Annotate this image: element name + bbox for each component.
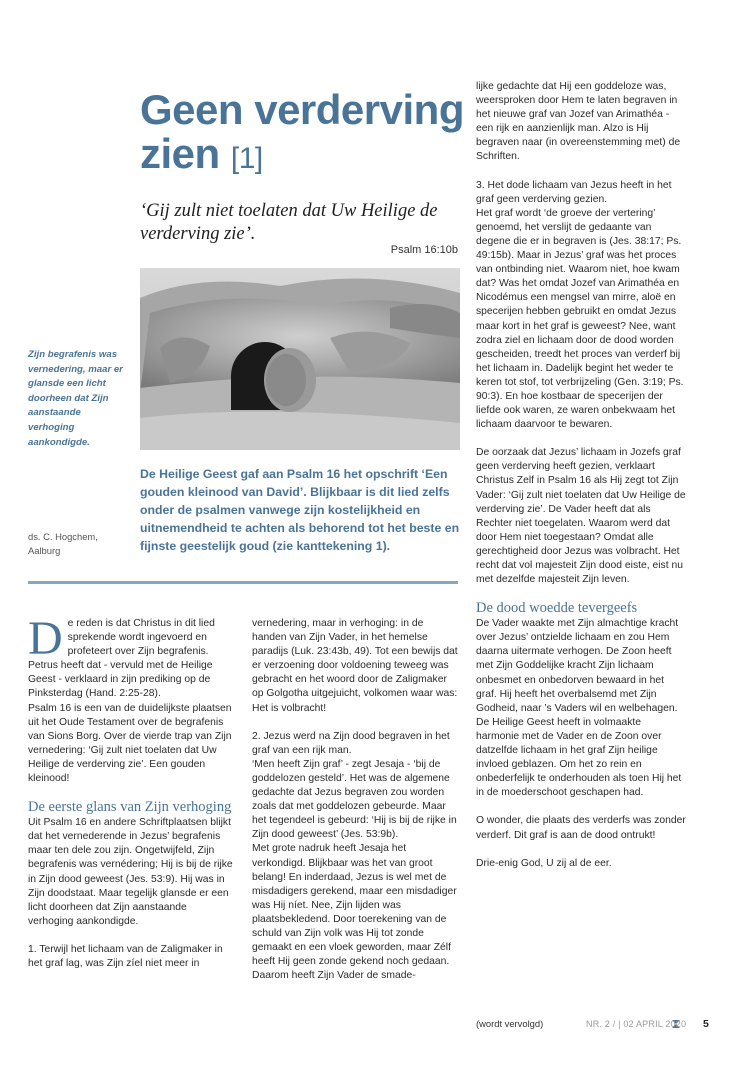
paragraph: De oorzaak dat Jezus’ lichaam in Jozefs graf geen verderving heeft gezien, verklaart Christus Zelf in Psalm 16 als Hij zegt tot Zijn Vader: ‘Gij zult niet toelaten dat Uw Heilige de verderving zie’. De Vader heeft dat als Rechter niet toegelaten. Waarom werd dat door Hem niet toegestaan? Omdat alle gerechtigheid door Jezus was volbracht. Het recht dat vol majesteit Zijn dood eiste, eist nu met dezelfde majesteit Zijn leven. <box>476 447 686 586</box>
paragraph: De Vader waakte met Zijn almachtige kracht over Jezus’ ontzielde lichaam en zou Hem daarna uitermate verhogen. De Zoon heeft met Zijn Goddelijke kracht Zijn lichaam onbesmet en onbedorven bewaard in het graf. Hij heeft het overbalsemd met Zijn Godheid, naar ’s Vaders wil en welbehagen. <box>476 618 679 714</box>
article-title <box>140 88 470 181</box>
section-divider <box>28 581 458 584</box>
title-text: Geen verderving zien <box>140 86 464 177</box>
paragraph: 2. Jezus werd na Zijn dood begraven in het graf van een rijk man. <box>252 730 450 756</box>
subheading-dood-woedde: De dood woedde tevergeefs <box>476 600 638 617</box>
paragraph: De Heilige Geest heeft in volmaakte harmonie met de Vader en de Zoon over datzelfde lichaam in het graf Zijn heilige invloed geblazen. Om het zo rein en onbederfelijk te onderhouden als toen Hij het in de moederschoot geschapen had. <box>476 716 682 799</box>
paragraph: 1. Terwijl het lichaam van de Zaligmaker in het graf lag, was Zijn zíel niet meer in <box>28 943 223 969</box>
text-column-3 <box>476 80 686 871</box>
subheading-eerste-glans: De eerste glans van Zijn verhoging <box>28 799 232 816</box>
issue-footer: NR. 2 / | 02 APRIL 2020 <box>586 1019 687 1029</box>
text-column-2 <box>252 617 460 983</box>
paragraph: Het graf wordt ‘de groeve der vertering’ genoemd, het verslijt de gedaante van degene die er in begraven is (Jes. 38:17; Ps. 49:15b). Maar in Jezus’ graf was het proces van ontbinding niet. Waarom niet, hoe kwam dat? Was het omdat Jozef van Arimathéa en Nicodémus een mengsel van mirre, aloë en specerijen hebben gebruikt en omdat Jezus maar kort in het graf is geweest? Nee, want zodra ziel en lichaam door de dood worden gescheiden, treedt het proces van verderf bij het lichaam in. Dadelijk begint het weder te keren tot stof, tot verbrijzeling (Gen. 3:19; Ps. 90:3). En hoe kostbaar de specerijen der liefde ook waren, ze waren onbekwaam het lichaam daarvoor te bewaren. <box>476 207 684 431</box>
paragraph: Uit Psalm 16 en andere Schriftplaatsen blijkt dat het vernederende in Jezus’ begrafenis maar ten dele zou zijn. Ongetwijfeld, Zijn begrafenis was vernédering; Hij is bij de rijke in Zijn dood geweest (Jes. 53:9). Hij was in Zijn doodstaat. Maar tegelijk glansde er een licht doorheen dat Zijn aanstaande verhoging aankondigde. <box>28 817 233 927</box>
paragraph: Psalm 16 is een van de duidelijkste plaatsen uit het Oude Testament over de begrafenis van Sions Borg. Over de vierde trap van Zijn vernedering: ‘Gij zult niet toelaten dat Uw Heilige de verderving zie’. Een gouden kleinood! <box>28 702 232 785</box>
epigraph-quote: ‘Gij zult niet toelaten dat Uw Heilige de verderving zie’. <box>140 201 438 244</box>
paragraph: 3. Het dode lichaam van Jezus heeft in het graf geen verderving gezien. <box>476 179 672 205</box>
to-be-continued: (wordt vervolgd) <box>476 1018 544 1029</box>
author-name: ds. C. Hogchem, <box>28 531 98 542</box>
paragraph: vernedering, maar in verhoging: in de handen van Zijn Vader, in het hemelse paradijs (Luk. 23:43b, 49). Tot een bewijs dat er verzoening door voldoening teweeg was gebracht en het woord door de Zaligmaker op Golgotha uitgejuicht, volkomen waar was: Het is volbracht! <box>252 618 458 714</box>
tomb-photo-image <box>140 268 460 450</box>
author-credit <box>28 530 128 558</box>
text-column-1 <box>28 612 234 971</box>
paragraph: Met grote nadruk heeft Jesaja het verkondigd. Blijkbaar was het van groot belang! En inderdaad, Jezus is wel met de misdadigers gerekend, maar een misdadiger was Hij níet. Nee, Zijn lijden was plaatsbekledend. Door toerekening van de schuld van Zijn volk was Hij tot zonde gemaakt en een vloek geworden, maar Zélf heeft Hij geen zonde gekend noch gedaan. Daarom heeft Zijn Vader de smade- <box>252 843 457 982</box>
paragraph: O wonder, die plaats des verderfs was zonder verderf. Dit graf is aan de dood ontrukt! <box>476 815 686 841</box>
page-number: 5 <box>703 1018 709 1030</box>
paragraph: ‘Men heeft Zijn graf’ - zegt Jesaja - ‘bij de goddelozen gesteld’. Het was de algemene gedachte dat Jezus begraven zou worden zoals dat met goddelozen gebeurde. Maar het tegendeel is gebeurd: ‘Hij is bij de rijke in Zijn dood geweest’ (Jes. 53:9b). <box>252 758 457 841</box>
paragraph: Drie-enig God, U zij al de eer. <box>476 857 612 869</box>
epigraph-reference: Psalm 16:10b <box>390 244 458 256</box>
paragraph: lijke gedachte dat Hij een goddeloze was, weersproken door Hem te laten begraven in het nieuwe graf van Jozef van Arimathéa - een rijk en aanzienlijk man. Alzo is Hij begraven naar (in overeenstemming met) de Schriften. <box>476 81 681 163</box>
drop-cap: D <box>28 612 63 665</box>
title-number: [1] <box>230 142 263 175</box>
tomb-photo <box>140 268 460 450</box>
side-pull-quote: Zijn begrafenis was vernedering, maar er glansde een licht doorheen dat Zijn aanstaande verhoging aankondigde. <box>28 349 123 448</box>
intro-paragraph: De Heilige Geest gaf aan Psalm 16 het opschrift ‘Een gouden kleinood van David’. Blijkbaar is dit lied zelfs onder de psalmen vanwege zijn kostelijkheid en uitnemendheid te achten als behorend tot het beste en fijnste geestelijk goud (zie kanttekening 1). <box>140 467 460 553</box>
paragraph: De reden is dat Christus in dit lied sprekende wordt ingevoerd en profeteert over Zijn begrafenis. Petrus heeft dat - vervuld met de Heilige Geest - verklaard in zijn prediking op de Pinksterdag (Hand. 2:25-28). <box>28 612 215 700</box>
author-location: Aalburg <box>28 545 61 556</box>
